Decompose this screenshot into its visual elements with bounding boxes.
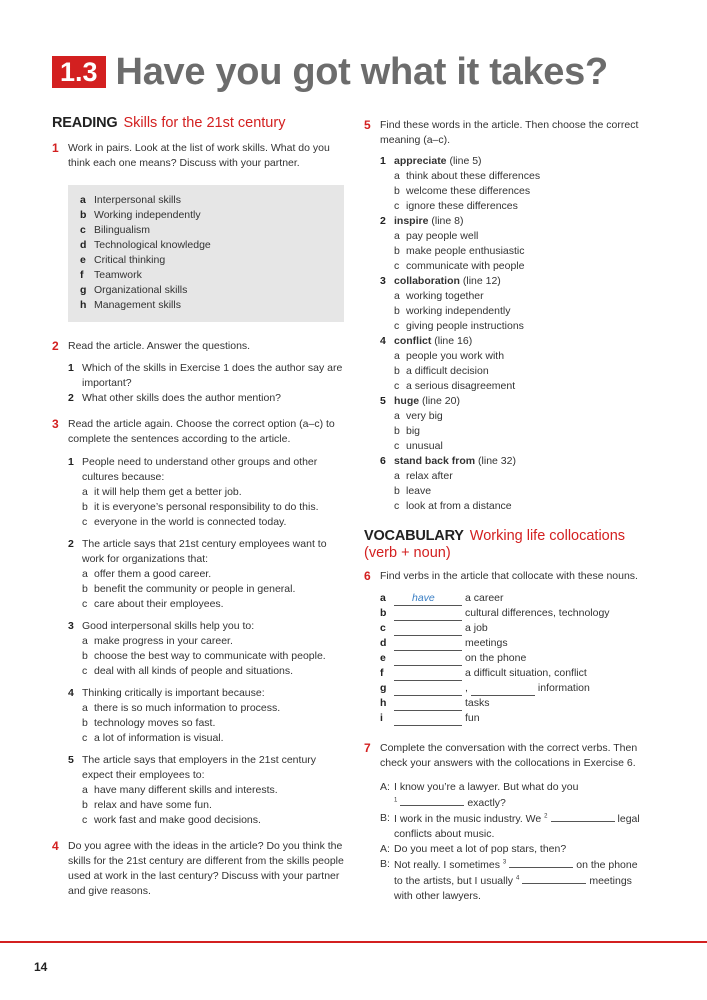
dialogue-turn [380, 857, 664, 904]
question-number: 5 [68, 754, 74, 766]
dialogue-text: with other lawyers. [394, 890, 481, 902]
word-item [364, 334, 664, 394]
gap-number: 3 [502, 859, 507, 866]
collocation-nouns: information [537, 682, 590, 694]
option-text: offer them a good career. [94, 568, 212, 580]
word-line [380, 454, 664, 469]
option: b leave [394, 485, 432, 497]
exercise-2 [52, 339, 347, 354]
dialogue-text: Not really. I sometimes [394, 859, 500, 871]
question-stem: People need to understand other groups and other cultures because: [82, 456, 318, 483]
exercise-4 [52, 839, 347, 899]
word-line [380, 274, 664, 289]
option: c giving people instructions [394, 320, 524, 332]
option: b working independently [394, 305, 511, 317]
option-text: a lot of information is visual. [94, 732, 224, 744]
exercise-instruction: Find these words in the article. Then choose the correct meaning (a–c). [380, 119, 639, 146]
collocation-list [364, 591, 664, 726]
item-letter: i [380, 712, 383, 724]
skill-item [80, 268, 330, 283]
dialogue-text: I know you’re a lawyer. But what do you [394, 781, 579, 793]
option-text: very big [406, 410, 443, 422]
option-text: big [406, 425, 421, 437]
item-letter: c [80, 224, 86, 236]
question-stem: Good interpersonal skills help you to: [82, 620, 255, 632]
collocation-nouns: a job [465, 622, 488, 634]
option-text: a difficult decision [406, 365, 489, 377]
skills-box [68, 185, 344, 322]
question [68, 619, 347, 634]
exercise-instruction: Find verbs in the article that collocate with these nouns. [380, 570, 638, 582]
skill-item [80, 223, 330, 238]
option: b welcome these differences [394, 185, 531, 197]
collocation-nouns: a difficult situation, conflict [465, 667, 587, 679]
exercise-instruction: Read the article again. Choose the correct option (a–c) to complete the sentences according to the article. [68, 418, 335, 445]
option-text: unusual [406, 440, 443, 452]
skill-text: Teamwork [94, 269, 142, 281]
question [68, 455, 347, 485]
collocation-row [380, 606, 664, 621]
option: a think about these differences [394, 170, 541, 182]
exercise-number: 1 [52, 141, 59, 155]
option: a pay people well [394, 230, 479, 242]
question-block [52, 619, 347, 679]
question [68, 686, 347, 701]
skill-text: Interpersonal skills [94, 194, 181, 206]
unit-header [52, 52, 608, 92]
dialogue-turn [380, 780, 664, 811]
option-text: relax and have some fun. [94, 799, 212, 811]
option-text: ignore these differences [406, 200, 518, 212]
question-block [52, 753, 347, 828]
question-block [52, 455, 347, 530]
exercise-number: 2 [52, 339, 59, 353]
option: c everyone in the world is connected today. [82, 516, 287, 528]
option-text: have many different skills and interests. [94, 784, 278, 796]
option: c communicate with people [394, 260, 525, 272]
option-text: leave [406, 485, 432, 497]
collocation-nouns: cultural differences, technology [465, 607, 610, 619]
option-text: think about these differences [406, 170, 541, 182]
option-text: make people enthusiastic [406, 245, 525, 257]
collocation-nouns: fun [465, 712, 480, 724]
question-stem: The article says that 21st century employees want to work for organizations that: [82, 538, 327, 565]
option-text: it is everyone’s personal responsibility to do this. [94, 501, 319, 513]
exercise-instruction: Read the article. Answer the questions. [68, 340, 251, 352]
collocation-row [380, 621, 664, 636]
item-letter: b [380, 607, 387, 619]
option-text: work fast and make good decisions. [94, 814, 261, 826]
option: b it is everyone’s personal responsibility to do this. [82, 501, 319, 513]
option-text: pay people well [406, 230, 479, 242]
unit-number-badge: 1.3 [52, 56, 106, 88]
reading-heading [52, 116, 347, 131]
option: a offer them a good career. [82, 568, 212, 580]
word-item [364, 214, 664, 274]
skill-item [80, 208, 330, 223]
speaker: A: [380, 843, 390, 855]
gap-blank[interactable] [509, 857, 573, 868]
exercise-number: 3 [52, 417, 59, 431]
collocation-nouns: meetings [465, 637, 508, 649]
item-number: 5 [380, 395, 386, 407]
answer-blank[interactable] [394, 639, 462, 651]
option-text: a serious disagreement [406, 380, 516, 392]
target-word: huge [394, 395, 420, 407]
right-column [364, 116, 664, 904]
word-line [380, 154, 664, 169]
item-number: 6 [380, 455, 386, 467]
target-word: conflict [394, 335, 432, 347]
exercise-3 [52, 417, 347, 447]
exercise-number: 5 [364, 118, 371, 132]
option: a relax after [394, 470, 453, 482]
item-letter: e [380, 652, 386, 664]
question [68, 391, 347, 406]
filled-answer: have [412, 592, 435, 604]
gap-number: 1 [394, 797, 398, 804]
word-item [364, 394, 664, 454]
question-number: 2 [68, 392, 74, 404]
option: a there is so much information to process. [82, 702, 281, 714]
item-letter: b [80, 209, 87, 221]
gap-blank[interactable] [522, 873, 586, 884]
dialogue-text: Do you meet a lot of pop stars, then? [394, 843, 567, 855]
vocabulary-heading [364, 528, 664, 562]
word-line [380, 214, 664, 229]
option: c unusual [394, 440, 443, 452]
reading-subtitle: Skills for the 21st century [123, 115, 286, 131]
question [68, 537, 347, 567]
exercise-instruction: Work in pairs. Look at the list of work skills. What do you think each one means? Discuss with your partner. [68, 142, 330, 169]
answer-blank[interactable] [394, 699, 462, 711]
line-ref: (line 20) [422, 395, 460, 407]
exercise-number: 7 [364, 741, 371, 755]
option-text: care about their employees. [94, 598, 224, 610]
option: a very big [394, 410, 443, 422]
question-stem: Thinking critically is important because: [82, 687, 265, 699]
option: a have many different skills and interests. [82, 784, 278, 796]
answer-blank[interactable] [394, 624, 462, 636]
option-text: deal with all kinds of people and situations. [94, 665, 294, 677]
word-item [364, 274, 664, 334]
word-item [364, 154, 664, 214]
exercise-instruction: Complete the conversation with the correct verbs. Then check your answers with the collocations in Exercise 6. [380, 742, 638, 769]
collocation-row [380, 651, 664, 666]
skill-text: Critical thinking [94, 254, 166, 266]
blank-separator: , [465, 682, 468, 694]
collocation-nouns: a career [465, 592, 504, 604]
skill-item [80, 298, 330, 313]
item-letter: g [80, 284, 87, 296]
item-letter: d [380, 637, 387, 649]
option-text: there is so much information to process. [94, 702, 281, 714]
line-ref: (line 5) [449, 155, 482, 167]
line-ref: (line 12) [462, 275, 501, 287]
item-letter: f [80, 269, 84, 281]
answer-blank[interactable] [394, 609, 462, 621]
collocation-nouns: on the phone [465, 652, 527, 664]
item-letter: f [380, 667, 384, 679]
reading-label: READING [52, 115, 118, 131]
vocabulary-subtitle-2: (verb + noun) [364, 545, 451, 561]
option: c work fast and make good decisions. [82, 814, 261, 826]
question-number: 3 [68, 620, 74, 632]
option: c care about their employees. [82, 598, 224, 610]
option: b big [394, 425, 421, 437]
vocabulary-heading-line [364, 528, 664, 545]
skill-item [80, 193, 330, 208]
option: b make people enthusiastic [394, 245, 525, 257]
question-text: What other skills does the author mention? [82, 392, 282, 404]
answer-blank[interactable] [394, 654, 462, 666]
question-block [52, 537, 347, 612]
collocation-nouns: tasks [465, 697, 490, 709]
question-block [52, 686, 347, 746]
question-text: Which of the skills in Exercise 1 does the author say are important? [82, 362, 343, 389]
skill-item [80, 253, 330, 268]
option-text: look at from a distance [406, 500, 512, 512]
word-line [380, 394, 664, 409]
item-letter: a [380, 592, 386, 604]
question [68, 753, 347, 783]
target-word: inspire [394, 215, 429, 227]
line-ref: (line 32) [478, 455, 516, 467]
option: b technology moves so fast. [82, 717, 216, 729]
item-letter: d [80, 239, 87, 251]
skill-text: Technological knowledge [94, 239, 211, 251]
item-number: 1 [380, 155, 386, 167]
option-text: people you work with [406, 350, 505, 362]
line-ref: (line 16) [434, 335, 473, 347]
option-text: working together [406, 290, 484, 302]
exercise-number: 4 [52, 839, 59, 853]
speaker: B: [380, 858, 390, 870]
answer-blank-2[interactable] [471, 684, 535, 696]
skill-text: Management skills [94, 299, 181, 311]
question-stem: The article says that employers in the 21st century expect their employees to: [82, 754, 317, 781]
collocation-row [380, 681, 664, 696]
speaker: A: [380, 781, 390, 793]
target-word: appreciate [394, 155, 447, 167]
target-word: collaboration [394, 275, 460, 287]
dialogue-text: I work in the music industry. We [394, 813, 542, 825]
item-number: 3 [380, 275, 386, 287]
skill-text: Bilingualism [94, 224, 151, 236]
dialogue-text: exactly? [467, 797, 506, 809]
question-number: 1 [68, 362, 74, 374]
answer-blank[interactable] [394, 684, 462, 696]
dialogue-text: on the phone [576, 859, 638, 871]
dialogue-text: legal [617, 813, 640, 825]
option: a it will help them get a better job. [82, 486, 242, 498]
exercise-1 [52, 141, 347, 171]
item-number: 2 [380, 215, 386, 227]
dialogue-text: to the artists, but I usually [394, 875, 514, 887]
option: c ignore these differences [394, 200, 518, 212]
collocation-row [380, 591, 664, 606]
dialogue-turn [380, 842, 664, 857]
item-letter: h [380, 697, 387, 709]
gap-blank[interactable] [400, 795, 464, 806]
item-letter: c [380, 622, 386, 634]
target-word: stand back from [394, 455, 476, 467]
option: c a serious disagreement [394, 380, 516, 392]
option-text: choose the best way to communicate with people. [94, 650, 326, 662]
option: a people you work with [394, 350, 505, 362]
skill-item [80, 283, 330, 298]
option: b choose the best way to communicate with people. [82, 650, 326, 662]
line-ref: (line 8) [431, 215, 464, 227]
answer-blank[interactable] [394, 594, 462, 606]
option-text: working independently [406, 305, 511, 317]
item-letter: e [80, 254, 86, 266]
item-letter: h [80, 299, 87, 311]
option-text: giving people instructions [406, 320, 524, 332]
question [68, 361, 347, 391]
item-letter: a [80, 194, 86, 206]
speaker: B: [380, 812, 390, 824]
skill-item [80, 238, 330, 253]
option: b benefit the community or people in general. [82, 583, 296, 595]
option-text: technology moves so fast. [94, 717, 216, 729]
question-number: 4 [68, 687, 74, 699]
answer-blank[interactable] [394, 714, 462, 726]
option: b relax and have some fun. [82, 799, 212, 811]
item-letter: g [380, 682, 387, 694]
skill-text: Organizational skills [94, 284, 188, 296]
unit-title: Have you got what it takes? [115, 50, 608, 93]
exercise-5 [364, 118, 664, 148]
vocabulary-subtitle: Working life collocations [469, 528, 626, 544]
option: c a lot of information is visual. [82, 732, 224, 744]
exercise-instruction: Do you agree with the ideas in the article? Do you think the skills for the 21st century are different from the skills people used at work in the last century? Discuss with your partner and give reasons. [68, 840, 344, 897]
option-text: everyone in the world is connected today. [94, 516, 287, 528]
gap-number: 2 [544, 813, 548, 820]
skill-text: Working independently [94, 209, 201, 221]
gap-number: 4 [515, 875, 520, 882]
option-text: communicate with people [406, 260, 525, 272]
dialogue-text: meetings [589, 875, 632, 887]
collocation-row [380, 711, 664, 726]
item-number: 4 [380, 335, 386, 347]
vocabulary-label: VOCABULARY [364, 528, 464, 544]
collocation-row [380, 696, 664, 711]
question-number: 2 [68, 538, 74, 550]
option: a working together [394, 290, 484, 302]
exercise-6 [364, 569, 664, 584]
exercise-number: 6 [364, 569, 371, 583]
collocation-row [380, 636, 664, 651]
option-text: make progress in your career. [94, 635, 233, 647]
exercise-7 [364, 741, 664, 771]
option: a make progress in your career. [82, 635, 233, 647]
option-text: relax after [406, 470, 453, 482]
word-item [364, 454, 664, 514]
option-text: it will help them get a better job. [94, 486, 242, 498]
option-text: welcome these differences [406, 185, 531, 197]
dialogue-turn [380, 811, 664, 842]
gap-blank[interactable] [551, 811, 615, 822]
dialogue-text: conflicts about music. [394, 828, 495, 840]
left-column [52, 116, 347, 899]
option-text: benefit the community or people in general. [94, 583, 296, 595]
word-line [380, 334, 664, 349]
dialogue [380, 780, 664, 904]
footer-divider [0, 941, 707, 943]
answer-blank[interactable] [394, 669, 462, 681]
page-number: 14 [34, 960, 48, 974]
question-number: 1 [68, 456, 74, 468]
collocation-row [380, 666, 664, 681]
option: b a difficult decision [394, 365, 489, 377]
option: c deal with all kinds of people and situations. [82, 665, 294, 677]
option: c look at from a distance [394, 500, 512, 512]
